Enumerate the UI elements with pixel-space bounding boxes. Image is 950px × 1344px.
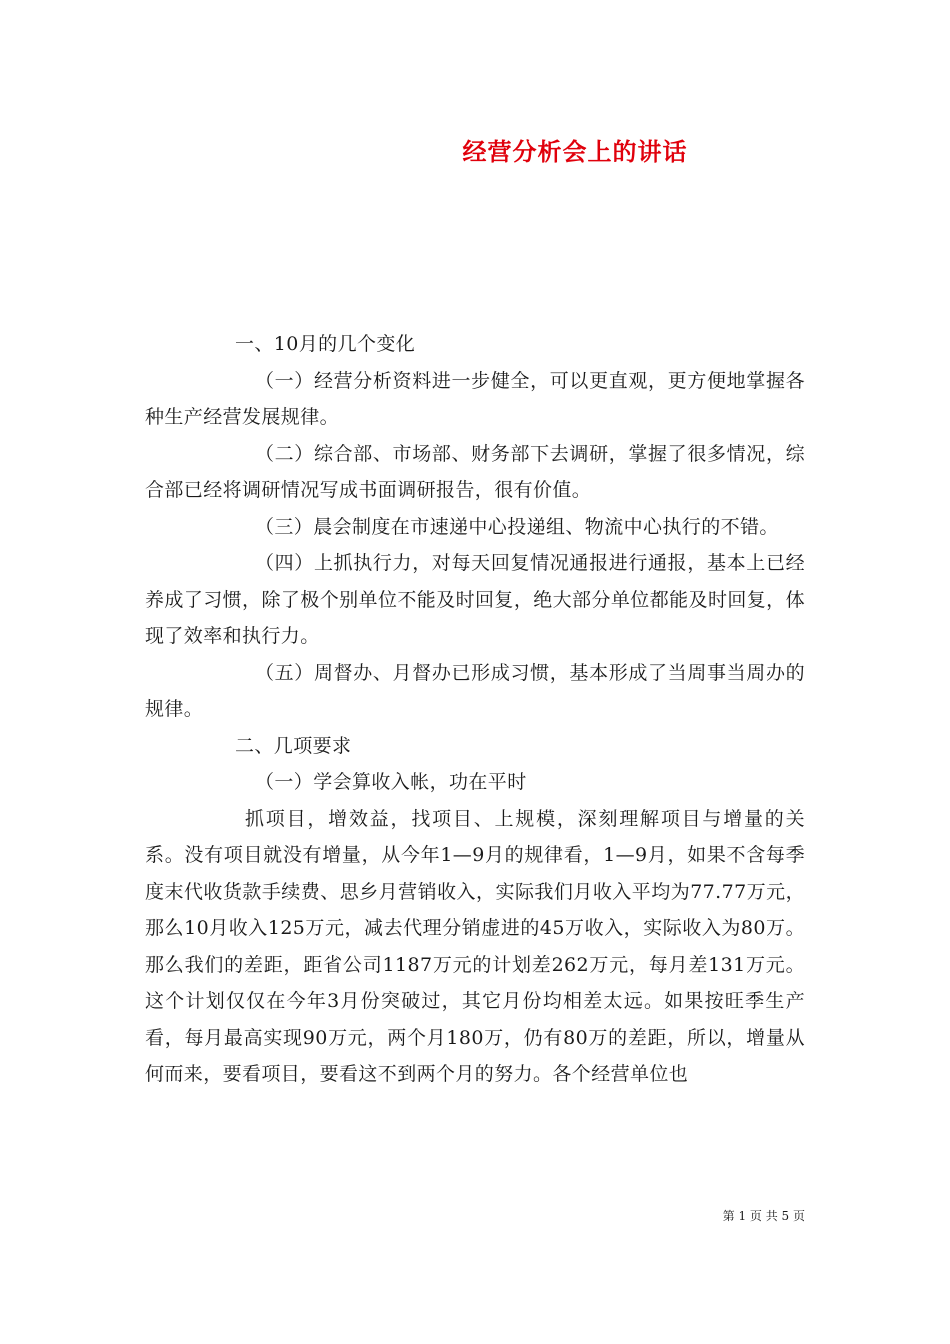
document-body [145,326,805,1093]
paragraph-item-1: （一）经营分析资料进一步健全，可以更直观，更方便地掌握各种生产经营发展规律。 [145,369,805,428]
subsection-heading-1: （一）学会算收入帐，功在平时 [255,771,527,793]
paragraph-body: 抓项目，增效益，找项目、上规模，深刻理解项目与增量的关系。没有项目就没有增量，从今年1—9月的规律看，1—9月，如果不含每季度末代收货款手续费、思乡月营销收入，实际我们月收入平均为77.77万元，那么10月收入125万元，减去代理分销虚进的45万收入，实际收入为80万。那么我们的差距，距省公司1187万元的计划差262万元，每月差131万元。这个计划仅仅在今年3月份突破过，其它月份均相差太远。如果按旺季生产看，每月最高实现90万元，两个月180万，仍有80万的差距，所以，增量从何而来，要看项目，要看这不到两个月的努力。各个经营单位也 [145,807,805,1085]
section-heading-1: 一、10月的几个变化 [235,333,416,355]
paragraph-item-2: （二）综合部、市场部、财务部下去调研，掌握了很多情况，综合部已经将调研情况写成书面调研报告，很有价值。 [145,442,805,501]
section-heading-2: 二、几项要求 [235,734,352,757]
paragraph-item-4: （四）上抓执行力，对每天回复情况通报进行通报，基本上已经养成了习惯，除了极个别单位不能及时回复，绝大部分单位都能及时回复，体现了效率和执行力。 [145,552,805,647]
paragraph-item-3: （三）晨会制度在市速递中心投递组、物流中心执行的不错。 [255,515,779,538]
paragraph-item-5: （五）周督办、月督办已形成习惯，基本形成了当周事当周办的规律。 [145,661,805,720]
document-title: 经营分析会上的讲话 [462,137,688,166]
page-number: 第 1 页 共 5 页 [722,1209,805,1223]
